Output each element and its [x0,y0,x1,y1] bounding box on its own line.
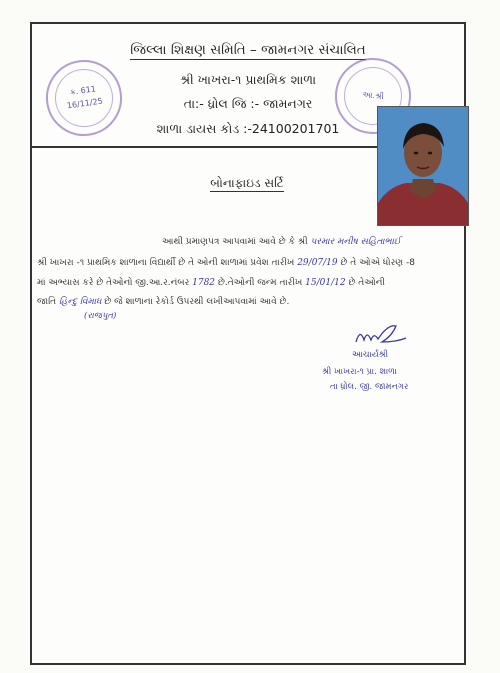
certificate-line-2: શ્રી ખાખરા -૧ પ્રાથમિક શાળાના વિદ્યાર્થી છે તે ઓની શાળામાં પ્રવેશ તારીખ 29/07/19 છે તે ઓએ ધોરણ -8 [37,258,415,268]
dise-code: શાળા ડાયસ કોડ :-24100201701 [156,121,340,136]
seal-date: 16/11/25 [66,96,104,111]
committee-line: જિલ્લા શિક્ષણ સમિતિ – જામનગર સંચાલિત [130,42,366,58]
certificate-line-4: જાતિ હિન્દુ વિમાધ છે જે શાળાના રેકોર્ડ ઉપરથી લખીઆપવામાં આવે છે. [37,297,290,307]
certificate-line-1: આથી પ્રમાણપત્ર આપવામાં આવે છે કે શ્રી પરમાર મનીષ સહિતાભાઈ [162,237,401,247]
admission-date: 29/07/19 [297,258,338,268]
school-name: શ્રી ખાખરા-૧ પ્રાથમિક શાળા [179,72,317,87]
certificate-line-3: માં અભ્યાસ કરે છે તેઓનો જી.આ.ર.નંબર 1782 છે.તેઓની જન્મ તારીખ 15/01/12 છે તેઓની [37,278,385,288]
certificate-title: બોનાફાઇડ સર્ટિ [210,176,284,190]
seal-number: ક્ર. 611 [69,84,97,97]
certificate-page [30,22,466,665]
gr-number: 1782 [192,278,216,288]
student-name: પરમાર મનીષ સહિતાભાઈ [310,237,401,247]
signatory-school: શ્રી ખાખરા-૧ પ્રા. શાળા [322,367,397,377]
caste-value: હિન્દુ વિમાધ [59,297,102,307]
signatory-place: તા ધ્રોલ. જી. જામનગર [330,382,409,392]
student-portrait-icon [378,107,468,225]
birth-date: 15/01/12 [305,278,346,288]
caste-subcaste: (રાજપુત) [84,311,117,321]
signatory-title: આચાર્યશ્રી [352,350,389,360]
signature-icon [352,320,412,352]
student-photo [377,106,469,226]
seal-principal-text: આ.શ્રી [361,89,385,102]
taluka-district: તા:- ધ્રોલ જિ :- જામનગર [183,96,313,111]
